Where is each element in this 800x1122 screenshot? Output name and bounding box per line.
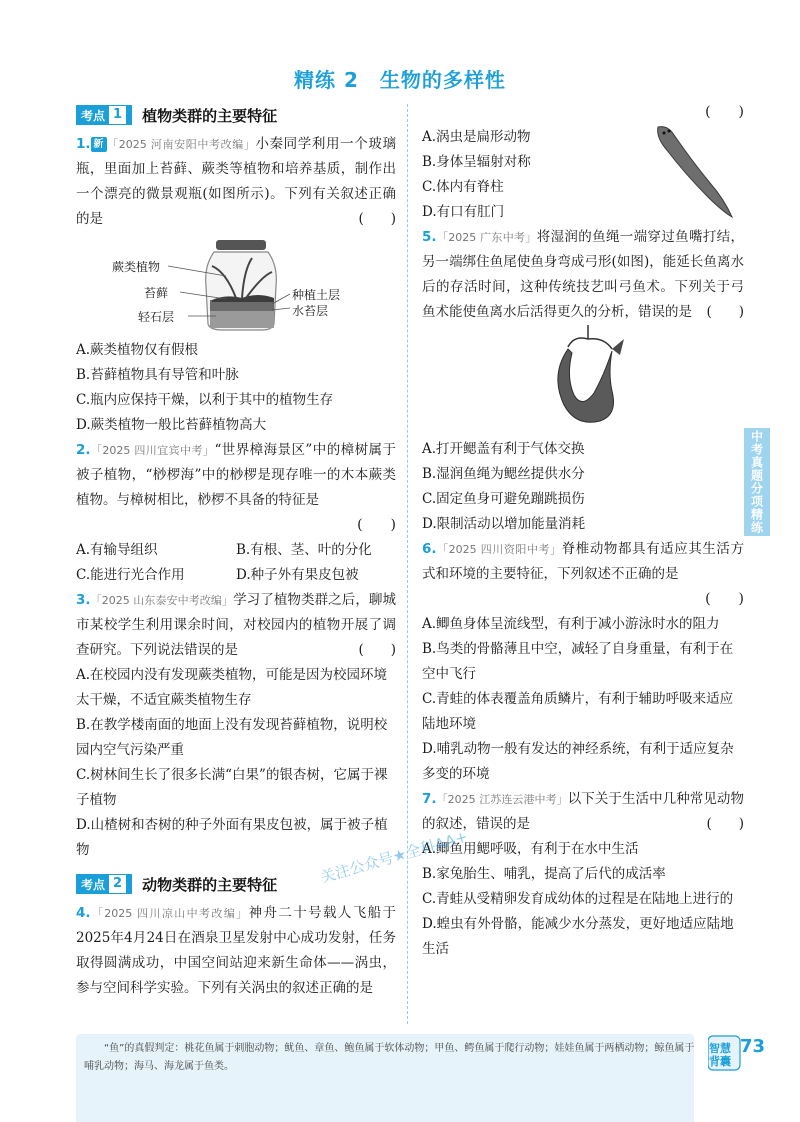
- question-4-number: 4.: [76, 905, 91, 921]
- question-3-stem: 学习了植物类群之后，聊城市某校学生利用课余时间，对校园内的植物开展了调查研究。下列说法错误的是: [76, 592, 397, 658]
- answer-blank-4[interactable]: ( ): [705, 104, 744, 120]
- question-1-number: 1.: [76, 136, 91, 152]
- new-context-badge: 新: [91, 137, 107, 152]
- question-7-option-d[interactable]: D.蝗虫有外骨骼，能减少水分蒸发，更好地适应陆地生活: [422, 916, 734, 957]
- answer-blank-5[interactable]: ( ): [706, 304, 744, 320]
- question-2-number: 2.: [76, 442, 91, 458]
- question-4-option-a[interactable]: A.涡虫是扁形动物: [422, 129, 531, 145]
- answer-blank-3[interactable]: ( ): [358, 642, 396, 658]
- soil-label: 种植土层: [292, 288, 341, 302]
- question-3-option-a[interactable]: A.在校园内没有发现蕨类植物，可能是因为校园环境太干燥，不适宜蕨类植物生存: [76, 667, 388, 708]
- answer-blank-7[interactable]: ( ): [706, 816, 744, 832]
- question-7-stem: 以下关于生活中几种常见动物的叙述，错误的是: [422, 791, 745, 832]
- bow-fish-illustration: [538, 325, 638, 437]
- question-2-options-row-2: [76, 563, 396, 588]
- question-5-option-b[interactable]: B.湿润鱼绳为鳃丝提供水分: [422, 466, 585, 482]
- right-column: [422, 104, 744, 962]
- question-5: [422, 225, 744, 325]
- question-4-source: 「2025 四川凉山中考改编」: [90, 907, 249, 920]
- question-2: [76, 438, 396, 513]
- watermark-text: 关注公众号★全科AA+: [318, 827, 470, 887]
- section-2-tag-label: 考点: [81, 877, 106, 892]
- terrarium-illustration: [76, 236, 396, 332]
- bow-fish-figure: [422, 325, 744, 437]
- question-6-option-b[interactable]: B.鸟类的骨骼薄且中空，减轻了自身重量，有利于在空中飞行: [422, 641, 734, 682]
- question-6: [422, 537, 744, 587]
- terrarium-figure: [76, 236, 396, 332]
- section-1-tag-label: 考点: [81, 108, 106, 123]
- badge-line-2: 背囊: [709, 1055, 731, 1068]
- question-2-option-a[interactable]: A.有输导组织: [76, 542, 158, 558]
- moss-label: 苔藓: [144, 286, 169, 300]
- question-4-option-c[interactable]: C.体内有脊柱: [422, 179, 504, 195]
- section-1-title: 植物类群的主要特征: [142, 106, 278, 125]
- gravel-layer: [210, 310, 274, 328]
- question-6-option-d[interactable]: D.哺乳动物一般有发达的神经系统，有利于适应复杂多变的环境: [422, 741, 734, 782]
- answer-blank-1[interactable]: ( ): [358, 211, 396, 227]
- question-1: [76, 132, 396, 232]
- question-7-source: 「2025 江苏连云港中考」: [436, 793, 568, 806]
- section-1-number: 1: [108, 105, 127, 125]
- question-1-stem: 小秦同学利用一个玻璃瓶，里面加上苔藓、蕨类等植物和培养基质，制作出一个漂亮的微景观瓶(如图所示)。下列有关叙述正确的是: [76, 136, 396, 227]
- question-3-option-b[interactable]: B.在教学楼南面的地面上没有发现苔藓植物，说明校园内空气污染严重: [76, 717, 388, 758]
- question-3-option-c[interactable]: C.树林间生长了很多长满“白果”的银杏树，它属于裸子植物: [76, 767, 388, 808]
- question-4-option-d[interactable]: D.有口有肛门: [422, 204, 505, 220]
- question-6-number: 6.: [422, 541, 437, 557]
- question-4-option-b[interactable]: B.身体呈辐射对称: [422, 154, 531, 170]
- question-1-option-c[interactable]: C.瓶内应保持干燥，以利于其中的植物生存: [76, 392, 334, 408]
- page-title: 精练 2 生物的多样性: [294, 68, 506, 92]
- question-2-source: 「2025 四川宜宾中考」: [90, 444, 215, 457]
- question-5-option-c[interactable]: C.固定鱼身可避免蹦跳损伤: [422, 491, 585, 507]
- side-tab[interactable]: 中考真题分项精练: [744, 428, 770, 536]
- footer-tip-text: “鱼”的真假判定：桃花鱼属于刺胞动物；鱿鱼、章鱼、鲍鱼属于软体动物；甲鱼、鳄鱼属于爬行动物；娃娃鱼属于两栖动物；鲸鱼属于哺乳动物；海马、海龙属于鱼类。: [84, 1043, 695, 1072]
- question-1-option-b[interactable]: B.苔藓植物具有导管和叶脉: [76, 367, 239, 383]
- question-2-stem: “世界樟海景区”中的樟树属于被子植物，“桫椤海”中的桫椤是现存唯一的木本蕨类植物。与樟树相比，桫椤不具备的特征是: [76, 442, 396, 508]
- question-6-option-c[interactable]: C.青蛙的体表覆盖角质鳞片，有利于辅助呼吸来适应陆地环境: [422, 691, 734, 732]
- page-number: 73: [740, 1036, 766, 1057]
- badge-line-1: 智慧: [709, 1042, 731, 1055]
- section-2-title: 动物类群的主要特征: [142, 875, 278, 894]
- question-5-number: 5.: [422, 229, 437, 245]
- question-5-stem: 将湿润的鱼绳一端穿过鱼嘴打结，另一端绑住鱼尾使鱼身弯成弓形(如图)，能延长鱼离水后的存活时间，这种传统技艺叫弓鱼术。下列关于弓鱼术能使鱼离水后活得更久的分析，错误的是: [422, 229, 745, 320]
- question-5-source: 「2025 广东中考」: [436, 231, 537, 244]
- question-6-source: 「2025 四川资阳中考」: [436, 543, 562, 556]
- section-2-tag: [76, 874, 132, 894]
- section-2-number: 2: [108, 874, 127, 894]
- question-6-option-a[interactable]: A.鲫鱼身体呈流线型，有利于减小游泳时水的阻力: [422, 616, 720, 632]
- question-5-option-d[interactable]: D.限制活动以增加能量消耗: [422, 516, 586, 532]
- question-1-option-a[interactable]: A.蕨类植物仅有假根: [76, 342, 199, 358]
- question-3-number: 3.: [76, 592, 91, 608]
- badge-text: [709, 1042, 739, 1068]
- answer-blank-2[interactable]: ( ): [357, 517, 396, 533]
- question-1-option-d[interactable]: D.蕨类植物一般比苔藓植物高大: [76, 417, 267, 433]
- column-divider: [407, 104, 408, 1024]
- question-3: [76, 588, 396, 663]
- question-7-option-a[interactable]: A.鲫鱼用鳃呼吸，有利于在水中生活: [422, 841, 639, 857]
- question-2-option-d[interactable]: D.种子外有果皮包被: [236, 567, 359, 583]
- question-2-options-row-1: [76, 538, 396, 563]
- question-7: [422, 787, 744, 837]
- gravel-label: 轻石层: [138, 310, 175, 324]
- question-1-source: 「2025 河南安阳中考改编」: [106, 138, 256, 151]
- question-4: [76, 901, 396, 1001]
- question-3-source: 「2025 山东泰安中考改编」: [90, 594, 234, 607]
- question-3-option-d[interactable]: D.山楂树和杏树的种子外面有果皮包被，属于被子植物: [76, 817, 388, 858]
- question-2-option-c[interactable]: C.能进行光合作用: [76, 567, 185, 583]
- question-5-option-a[interactable]: A.打开鳃盖有利于气体交换: [422, 441, 585, 457]
- question-2-option-b[interactable]: B.有根、茎、叶的分化: [236, 542, 372, 558]
- planarian-illustration: [648, 121, 738, 221]
- question-7-option-b[interactable]: B.家兔胎生、哺乳，提高了后代的成活率: [422, 866, 666, 882]
- question-7-number: 7.: [422, 791, 437, 807]
- question-4-stem: 神舟二十号载人飞船于2025年4月24日在酒泉卫星发射中心成功发射，任务取得圆满成功，中国空间站迎来新生命体——涡虫，参与空间科学实验。下列有关涡虫的叙述正确的是: [76, 905, 396, 996]
- answer-blank-6[interactable]: ( ): [705, 591, 744, 607]
- jar-lid: [216, 240, 266, 250]
- question-7-option-c[interactable]: C.青蛙从受精卵发育成幼体的过程是在陆地上进行的: [422, 891, 734, 907]
- section-1-tag: [76, 105, 132, 125]
- section-1-header: [76, 104, 396, 126]
- fern-label: 蕨类植物: [112, 260, 161, 274]
- question-6-stem: 脊椎动物都具有适应其生活方式和环境的主要特征，下列叙述不正确的是: [422, 541, 745, 582]
- moss-layer-label: 水苔层: [292, 304, 329, 318]
